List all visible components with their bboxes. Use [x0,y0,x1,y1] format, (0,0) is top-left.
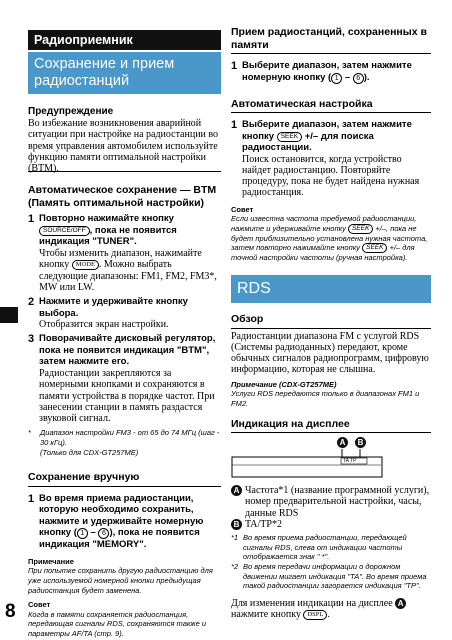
btm-step-3 [28,333,221,424]
legend-marker: A [231,485,242,496]
step-number: 1 [28,492,35,505]
receive-title: Прием радиостанций, сохраненных в памяти [231,26,431,54]
seek-key: SEEK [277,132,302,142]
manual-title: Сохранение вручную [28,471,221,487]
dspl-key: DSPL [303,610,327,620]
range-dash: – [342,71,353,83]
note-text: При попытке сохранить другую радиостанцию для уже используемой номерной кнопки предыдущая радиостанция будет заменена. [28,566,213,595]
step-number: 1 [28,213,35,226]
step-instruction: Выберите диапазон, затем нажмите номерную кнопку ( [242,60,412,83]
legend-item-a [231,485,431,519]
tip-title: Совет [28,600,51,610]
display-marker-a: A [337,437,348,448]
footnote-1 [231,533,431,562]
legend-text: TA/TP*2 [245,518,282,530]
change-marker: A [395,598,406,609]
note-title: Примечание [28,556,74,566]
step-detail: Чтобы изменить диапазон, нажимайте кнопку [39,247,202,271]
preset-6-key: 6 [353,73,364,84]
step-instruction-end: ). [363,71,370,83]
seek-key: SEEK [362,243,387,253]
auto-step-1 [231,119,431,199]
preset-6-key: 6 [98,528,109,539]
section-tab-marker [0,307,18,323]
display-footnotes [231,533,431,591]
tip-text-part: +/–, пока не будет приблизительно установлена нужная частота, затем повторно нажимайте кнопку [231,223,428,253]
chapter-banner: Радиоприемник [28,30,221,50]
footnote-mark: *2 [231,562,239,571]
step-instruction: Во время приема радиостанции, которую необходимо сохранить, нажмите и удерживайте номерную кнопку ( [39,492,204,539]
step-instruction: Поворачивайте дисковый регулятор, пока не появится индикация "BTM", затем нажмите его. [39,333,216,368]
section-banner: Сохранение и прием радиостанций [28,52,221,94]
footnote-mark: *1 [231,533,239,543]
overview-note-text: Услуги RDS передаются только в диапазонах FM1 и FM2. [231,389,420,408]
overview-note-title: Примечание (CDX-GT257ME) [231,379,337,389]
preset-1-key: 1 [331,73,342,84]
btm-step-1 [28,213,221,293]
display-marker-b: B [355,437,366,448]
warning-title: Предупреждение [28,106,114,117]
footnote-text: Во время приема радиостанции, передающей сигналы RDS, слева от индикации частоты отображается знак " *". [243,533,407,562]
step-instruction: Повторно нажимайте кнопку [39,213,174,225]
receive-step-1 [231,60,431,84]
legend-item-b [231,519,431,530]
legend-marker: B [231,519,242,530]
step-instruction-end: , пока не появится индикация "TUNER". [39,224,177,248]
step-number: 1 [231,60,238,72]
btm-footnote [28,428,221,457]
page-number: 8 [5,601,16,622]
auto-tip-text [231,214,431,263]
source-off-key: SOURCE/OFF [39,226,90,236]
footnote-text: Диапазон настройки FM3 - от 65 до 74 МГц (шаг - 30 кГц). [40,428,220,448]
change-text-end: . [327,609,330,621]
step-detail-end: . Можно выбрать следующие диапазоны: FM1, FM2, FM3*, MW или LW. [39,259,217,293]
step-instruction: Выберите диапазон, затем нажмите кнопку [242,119,412,142]
left-column [28,0,221,638]
rds-banner: RDS [231,275,431,303]
range-dash: – [87,527,99,539]
display-ta-tp-tag: TA TP [343,458,357,465]
auto-title: Автоматическая настройка [231,98,431,114]
step-number: 2 [28,296,35,309]
tip-text-part: Если известна частота требуемой радиостанции, нажмите и удерживайте кнопку [231,214,417,233]
right-column [231,0,431,620]
step-number: 3 [28,333,35,346]
display-legend [231,485,431,530]
overview-title: Обзор [231,313,431,329]
footnote-2 [231,562,431,591]
step-number: 1 [231,119,238,131]
step-instruction: Нажмите и удерживайте кнопку выбора. [39,296,188,319]
step-detail: Отобразится экран настройки. [39,319,169,331]
display-panel-drawing [231,443,431,479]
display-title: Индикация на дисплее [231,418,431,434]
mode-key: MODE [72,260,99,270]
warning-text: Во избежание возникновения аварийной ситуации при настройке на радиостанции во время управления автомобилем используйте функцию памяти оптимальной настройки (BTM). [28,118,219,175]
seek-key: SEEK [348,224,373,234]
overview-text: Радиостанции диапазона FM с услугой RDS (Системы радиоданных) передают, кроме обычных сигналов радиопрограмм, цифровую информацию, которая не слышна. [231,330,429,376]
change-display-text [231,598,431,621]
legend-text: Частота*1 (название программной услуги), номер предварительной настройки, часы, данные RDS [245,485,430,519]
change-text-part: нажмите кнопку [231,609,301,621]
footnote-mark: * [28,428,31,438]
step-instruction-end: ), пока не появится индикация "MEMORY". [39,527,200,551]
step-detail: Радиостанции закрепляются за номерными кнопками и сохраняются в памяти устройства в порядке частот. При занесении станции в память раздастся звуковой сигнал. [39,367,215,425]
auto-tip-title: Совет [231,204,254,214]
tip-text-part: +/– для точной настройки частоты (ручная настройка). [231,243,415,263]
footnote-text-2: (Только для CDX-GT257ME) [40,447,139,457]
preset-1-key: 1 [77,528,88,539]
display-illustration [231,437,431,479]
footnote-text: Во время передачи информации о дорожном движении мигает индикация "TA". Во время приема такой радиостанции загорается индикация "TP". [243,562,427,591]
change-text-part: Для изменения индикации на дисплее [231,597,393,609]
btm-title: Автоматическое сохранение — BTM (Память оптимальной настройки) [28,184,217,209]
tip-text: Когда в памяти сохраняется радиостанция, передающая сигналы RDS, сохраняются также и параметры AF/TA (стр. 9). [28,609,206,638]
step-detail: Поиск остановится, когда устройство найдет радиостанцию. Повторяйте процедуру, пока не будет найдена нужная радиостанция. [242,153,420,199]
manual-step-1 [28,493,221,551]
btm-step-2 [28,296,221,330]
step-instruction-end: +/– для поиска радиостанции. [242,130,374,153]
